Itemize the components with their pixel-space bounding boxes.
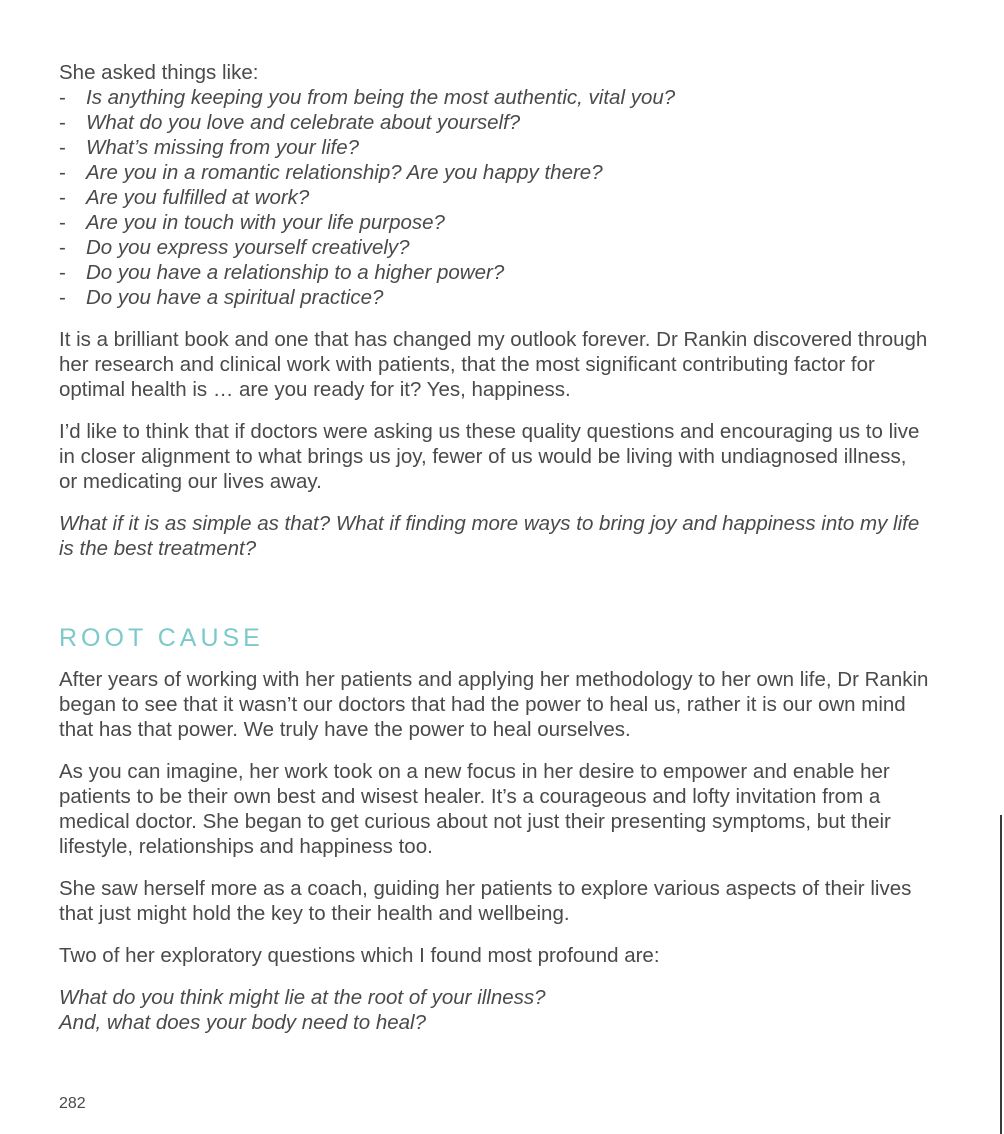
list-dash: - — [59, 136, 66, 159]
closing-question: What do you think might lie at the root of your illness? — [59, 986, 546, 1009]
list-item-text: Do you have a spiritual practice? — [86, 286, 384, 309]
list-item — [59, 110, 929, 135]
question-list — [59, 85, 929, 310]
body-paragraph: After years of working with her patients and applying her methodology to her own life, Dr Rankin began to see that it wasn’t our doctors that had the power to heal us, rather it is our own mind that has that power. We truly have the power to heal ourselves. — [59, 668, 929, 741]
list-item — [59, 210, 929, 235]
list-item — [59, 285, 929, 310]
page-edge-line — [1000, 815, 1002, 1134]
closing-questions — [59, 985, 929, 1035]
list-item-text: Are you fulfilled at work? — [86, 186, 310, 209]
list-item — [59, 85, 929, 110]
list-item-text: Are you in touch with your life purpose? — [86, 211, 445, 234]
page-number: 282 — [59, 1095, 86, 1112]
list-item — [59, 185, 929, 210]
list-item-text: What’s missing from your life? — [86, 136, 360, 159]
list-item — [59, 260, 929, 285]
closing-question: And, what does your body need to heal? — [59, 1011, 426, 1034]
list-dash: - — [59, 286, 66, 309]
body-paragraph: As you can imagine, her work took on a new focus in her desire to empower and enable her patients to be their own best and wisest healer. It’s a courageous and lofty invitation from a medical doctor. She began to get curious about not just their presenting symptoms, but their lifestyle, relationships and happiness too. — [59, 760, 891, 858]
body-paragraph: It is a brilliant book and one that has changed my outlook forever. Dr Rankin discovered through her research and clinical work with patients, that the most significant contributing factor for optimal health is … are you ready for it? Yes, happiness. — [59, 328, 928, 401]
list-item — [59, 160, 929, 185]
list-item-text: Do you express yourself creatively? — [86, 236, 410, 259]
list-item-text: Do you have a relationship to a higher power? — [86, 261, 505, 284]
body-paragraph: Two of her exploratory questions which I found most profound are: — [59, 944, 660, 967]
list-item-text: Are you in a romantic relationship? Are you happy there? — [86, 161, 603, 184]
italic-quote: What if it is as simple as that? What if finding more ways to bring joy and happiness into my life is the best treatment? — [59, 512, 920, 560]
body-paragraph: I’d like to think that if doctors were asking us these quality questions and encouraging us to live in closer alignment to what brings us joy, fewer of us would be living with undiagnosed illness, or medicating our lives away. — [59, 420, 920, 493]
section-heading: ROOT CAUSE — [59, 624, 264, 652]
list-dash: - — [59, 111, 66, 134]
page-content — [59, 60, 929, 1035]
body-paragraph: She saw herself more as a coach, guiding her patients to explore various aspects of their lives that just might hold the key to their health and wellbeing. — [59, 877, 912, 925]
list-dash: - — [59, 86, 66, 109]
list-item-text: Is anything keeping you from being the most authentic, vital you? — [86, 86, 676, 109]
list-dash: - — [59, 211, 66, 234]
list-dash: - — [59, 236, 66, 259]
list-dash: - — [59, 261, 66, 284]
list-dash: - — [59, 186, 66, 209]
list-item-text: What do you love and celebrate about yourself? — [86, 111, 521, 134]
list-item — [59, 135, 929, 160]
list-dash: - — [59, 161, 66, 184]
list-item — [59, 235, 929, 260]
intro-text: She asked things like: — [59, 61, 259, 84]
